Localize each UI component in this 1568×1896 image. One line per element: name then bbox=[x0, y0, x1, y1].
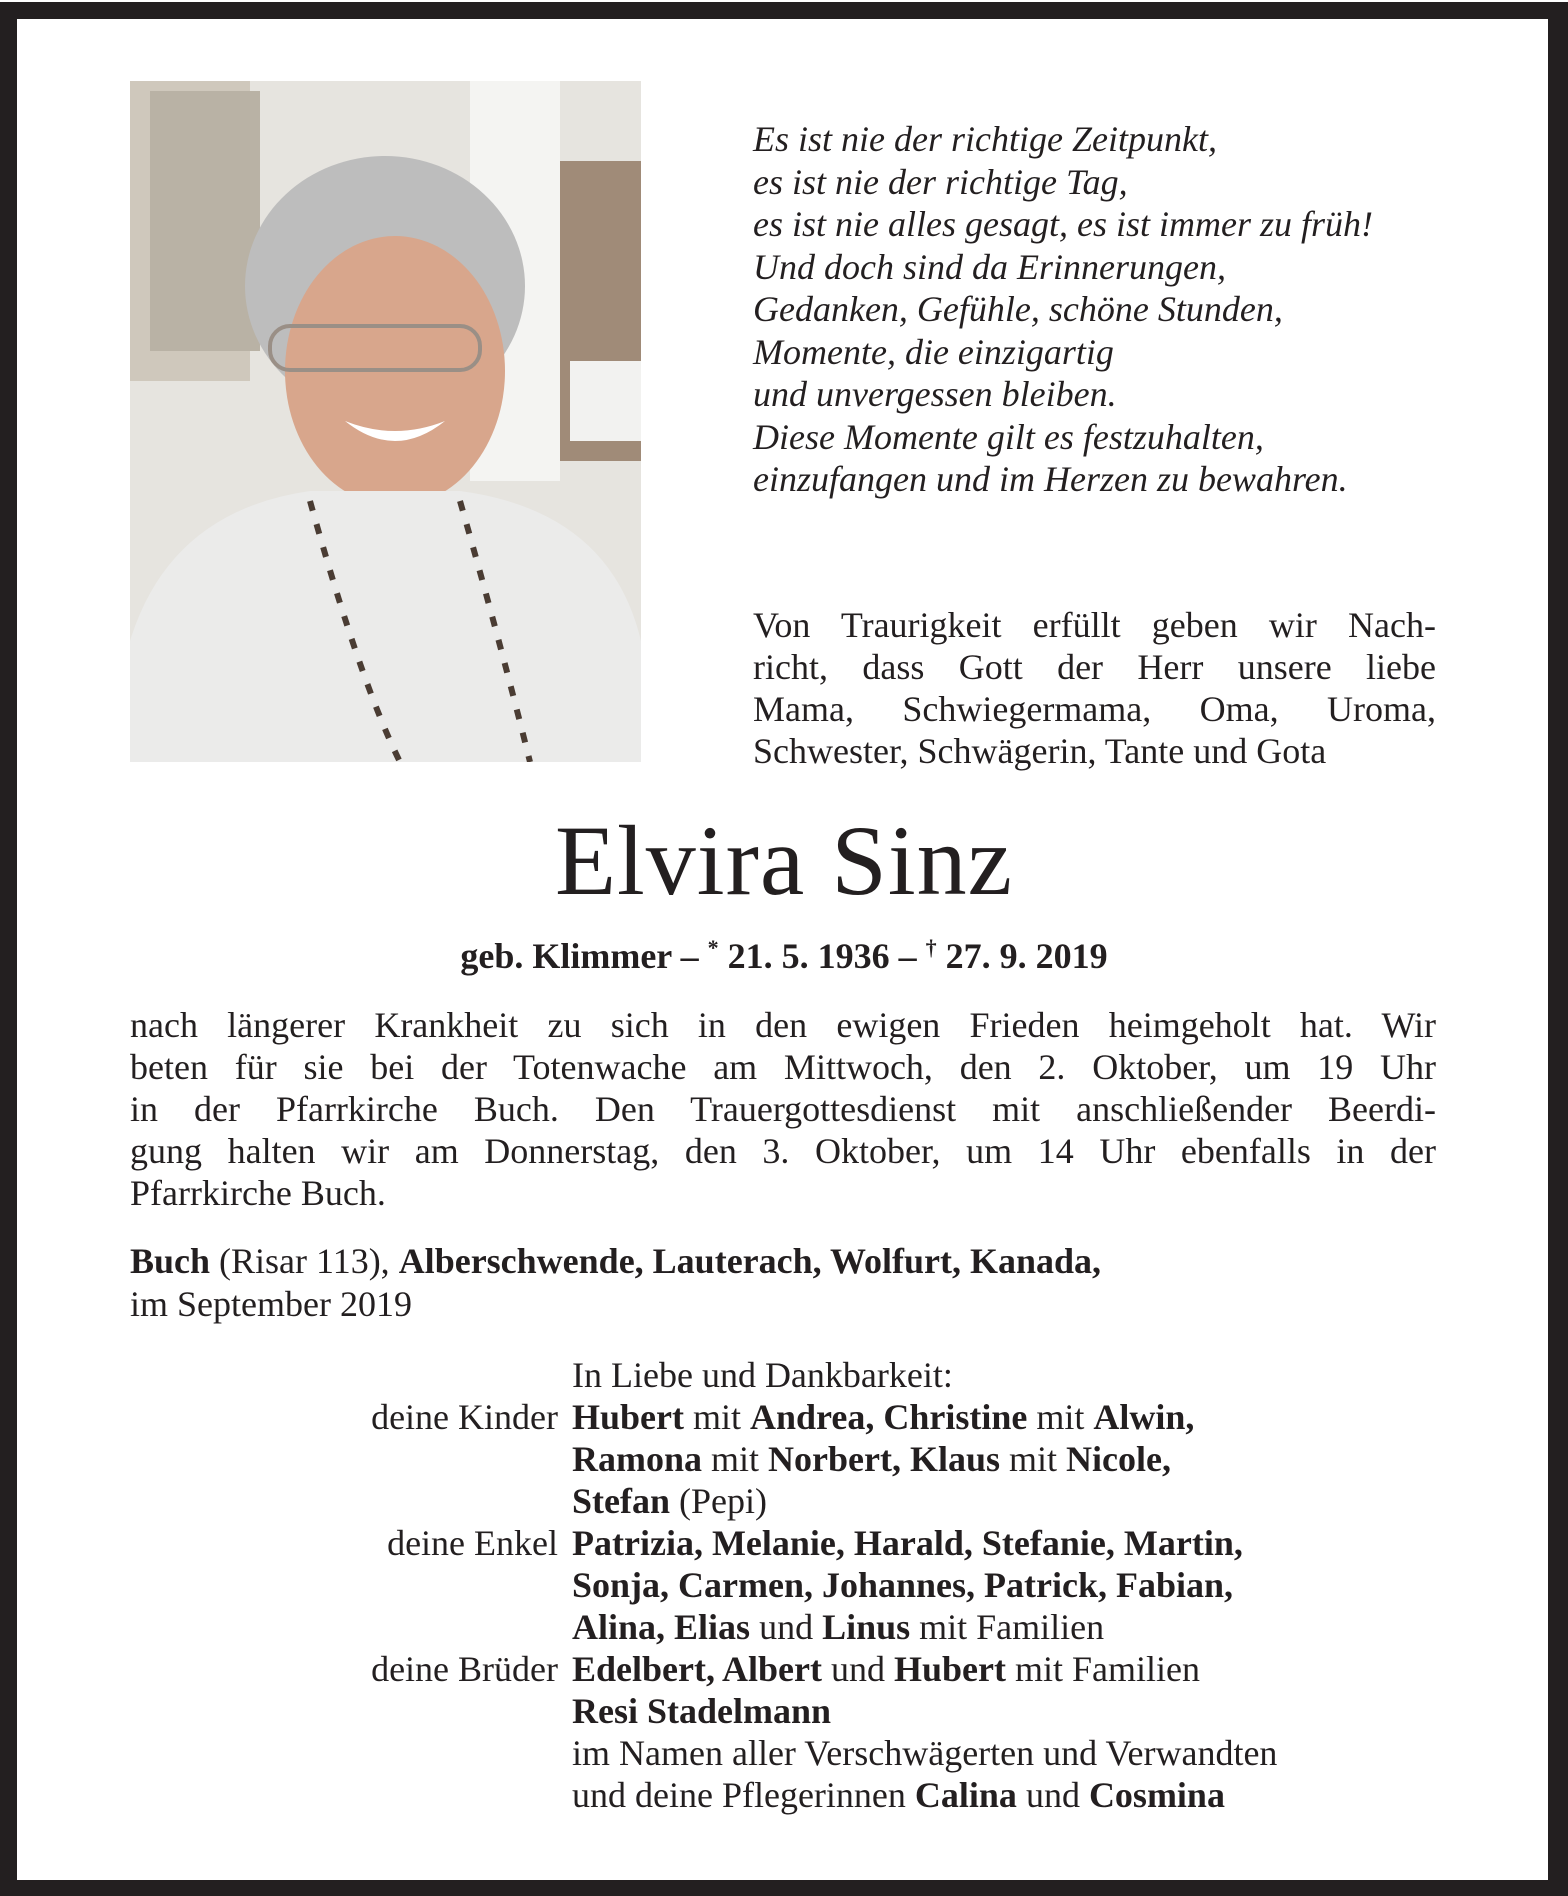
relation-spacer bbox=[0, 1564, 572, 1606]
name-text: Calina bbox=[914, 1775, 1017, 1815]
poem-line: es ist nie der richtige Tag, bbox=[753, 161, 1128, 202]
family-row bbox=[0, 1648, 1568, 1690]
connector-text: im Namen aller Verschwägerten und Verwandten bbox=[572, 1733, 1278, 1773]
connector-text: mit bbox=[1000, 1439, 1067, 1479]
name-text: Andrea, Christine bbox=[750, 1397, 1028, 1437]
family-names bbox=[572, 1564, 1233, 1606]
deceased-name: Elvira Sinz bbox=[554, 805, 1014, 916]
mourners bbox=[0, 1354, 1568, 1816]
relation-spacer bbox=[0, 1480, 572, 1522]
connector-text: mit bbox=[684, 1397, 751, 1437]
death-symbol: † bbox=[925, 935, 937, 960]
life-dates: geb. Klimmer – * 21. 5. 1936 – † 27. 9. 2019 bbox=[460, 935, 1108, 976]
family-row bbox=[0, 1606, 1568, 1648]
birth-name: geb. Klimmer bbox=[460, 936, 672, 976]
family-names bbox=[572, 1732, 1277, 1774]
body-line: beten für sie bei der Totenwache am Mittwoch, den 2. Oktober, um 19 Uhr bbox=[130, 1047, 1436, 1087]
name-text: Linus bbox=[822, 1607, 911, 1647]
connector-text: und bbox=[750, 1607, 823, 1647]
family-names bbox=[572, 1648, 1200, 1690]
place-and-date bbox=[130, 1240, 1101, 1326]
name-text: Nicole, bbox=[1066, 1439, 1171, 1479]
birth-date: 21. 5. 1936 bbox=[727, 936, 890, 976]
body-line: in der Pfarrkirche Buch. Den Trauergottesdienst mit anschließender Beerdi- bbox=[130, 1089, 1436, 1129]
family-row bbox=[0, 1396, 1568, 1438]
poem-line: einzufangen und im Herzen zu bewahren. bbox=[753, 459, 1348, 499]
family-row bbox=[0, 1774, 1568, 1816]
relation-spacer bbox=[0, 1690, 572, 1732]
name-text: Alberschwende, Lauterach, Wolfurt, Kanada, bbox=[398, 1241, 1102, 1281]
poem-line: Gedanken, Gefühle, schöne Stunden, bbox=[753, 289, 1283, 329]
name-text: Norbert, Klaus bbox=[768, 1439, 1001, 1479]
family-row bbox=[0, 1690, 1568, 1732]
connector-text: (Risar 113), bbox=[210, 1241, 399, 1281]
family-names bbox=[572, 1690, 831, 1732]
death-date: 27. 9. 2019 bbox=[945, 936, 1108, 976]
poem-line: Und doch sind da Erinnerungen, bbox=[753, 246, 1226, 287]
portrait-photo bbox=[130, 81, 641, 762]
connector-text: (Pepi) bbox=[670, 1481, 767, 1521]
relation-label: deine Brüder bbox=[371, 1649, 558, 1689]
name-text: Hubert bbox=[893, 1649, 1006, 1689]
body-line: gung halten wir am Donnerstag, den 3. Oktober, um 14 Uhr ebenfalls in der bbox=[130, 1131, 1436, 1171]
relation-spacer bbox=[0, 1732, 572, 1774]
poem-line: Diese Momente gilt es festzuhalten, bbox=[753, 416, 1264, 457]
connector-text: mit Familien bbox=[1005, 1649, 1200, 1689]
family-row bbox=[0, 1480, 1568, 1522]
connector-text: und bbox=[1016, 1775, 1089, 1815]
announcement-line: Schwester, Schwägerin, Tante und Gota bbox=[753, 731, 1327, 771]
places-line bbox=[130, 1240, 1101, 1283]
poem-line: Momente, die einzigartig bbox=[753, 331, 1114, 372]
name-text: Ramona bbox=[572, 1439, 703, 1479]
announcement-line: Von Traurigkeit erfüllt geben wir Nach- bbox=[753, 605, 1436, 645]
family-names bbox=[572, 1774, 1225, 1816]
poem bbox=[753, 118, 1373, 501]
name-text: Cosmina bbox=[1088, 1775, 1225, 1815]
connector-text: mit Familien bbox=[910, 1607, 1105, 1647]
name-text: Edelbert, Albert bbox=[572, 1649, 822, 1689]
name-text: Resi Stadelmann bbox=[572, 1691, 832, 1731]
family-names bbox=[572, 1522, 1243, 1564]
family-intro: In Liebe und Dankbarkeit: bbox=[572, 1355, 953, 1395]
body-line: nach längerer Krankheit zu sich in den ewigen Frieden heimgeholt hat. Wir bbox=[130, 1005, 1436, 1045]
family-names bbox=[572, 1438, 1171, 1480]
date-line: im September 2019 bbox=[130, 1284, 412, 1324]
family-names bbox=[572, 1606, 1104, 1648]
birth-symbol: * bbox=[707, 935, 719, 960]
announcement-text bbox=[753, 604, 1436, 772]
poem-line: es ist nie alles gesagt, es ist immer zu früh! bbox=[753, 204, 1373, 244]
relation-spacer bbox=[0, 1438, 572, 1480]
family-names bbox=[572, 1480, 767, 1522]
poem-line: Es ist nie der richtige Zeitpunkt, bbox=[753, 119, 1217, 159]
name-text: Sonja, Carmen, Johannes, Patrick, Fabian, bbox=[572, 1565, 1234, 1605]
family-names bbox=[572, 1396, 1194, 1438]
relation-label: deine Enkel bbox=[387, 1523, 558, 1563]
relation-spacer bbox=[0, 1774, 572, 1816]
family-row bbox=[0, 1522, 1568, 1564]
name-text: Patrizia, Melanie, Harald, Stefanie, Martin, bbox=[572, 1523, 1243, 1563]
relation-label: deine Kinder bbox=[371, 1397, 558, 1437]
name-text: Buch bbox=[130, 1241, 211, 1281]
name-text: Alwin, bbox=[1093, 1397, 1195, 1437]
connector-text: und bbox=[821, 1649, 894, 1689]
service-details bbox=[130, 1004, 1436, 1214]
name-text: Stefan bbox=[572, 1481, 670, 1521]
relation-spacer bbox=[0, 1606, 572, 1648]
announcement-line: richt, dass Gott der Herr unsere liebe bbox=[753, 647, 1436, 687]
family-row bbox=[0, 1438, 1568, 1480]
connector-text: mit bbox=[702, 1439, 769, 1479]
name-text: Hubert bbox=[572, 1397, 684, 1437]
name-text: Alina, Elias bbox=[572, 1607, 751, 1647]
announcement-line: Mama, Schwiegermama, Oma, Uroma, bbox=[753, 689, 1436, 729]
connector-text: mit bbox=[1027, 1397, 1094, 1437]
poem-line: und unvergessen bleiben. bbox=[753, 374, 1117, 414]
family-row bbox=[0, 1564, 1568, 1606]
family-row bbox=[0, 1732, 1568, 1774]
connector-text: und deine Pflegerinnen bbox=[572, 1775, 915, 1815]
body-line: Pfarrkirche Buch. bbox=[130, 1173, 386, 1213]
